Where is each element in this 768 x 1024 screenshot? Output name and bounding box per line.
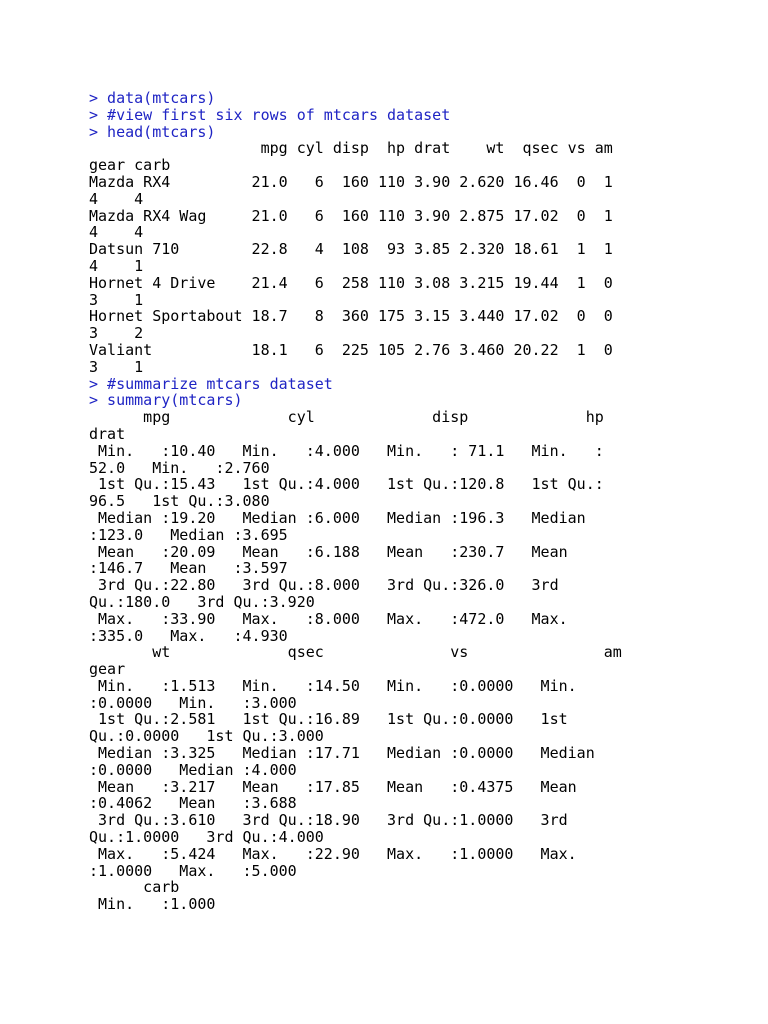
- console-output-line: Datsun 710 22.8 4 108 93 3.85 2.320 18.61 1 1: [89, 240, 613, 259]
- console-output-line: 4 4: [89, 189, 144, 208]
- console-output-line: Min. :1.513 Min. :14.50 Min. :0.0000 Min.: [89, 676, 577, 695]
- console-output-line: 3rd Qu.:3.610 3rd Qu.:18.90 3rd Qu.:1.0000 3rd: [89, 811, 568, 830]
- console-output-line: mpg cyl disp hp: [89, 408, 604, 427]
- console-command-line: > #summarize mtcars dataset: [89, 374, 333, 393]
- console-output-line: Mean :20.09 Mean :6.188 Mean :230.7 Mean: [89, 542, 568, 561]
- console-output-line: Median :3.325 Median :17.71 Median :0.0000 Median: [89, 744, 595, 763]
- console-output-line: Median :19.20 Median :6.000 Median :196.3 Median: [89, 508, 586, 527]
- console-output-line: :0.0000 Min. :3.000: [89, 693, 297, 712]
- console-output-line: drat: [89, 424, 126, 443]
- console-output-line: carb: [89, 878, 180, 897]
- console-output-line: :0.4062 Mean :3.688: [89, 794, 297, 813]
- console-output-line: 3 1: [89, 290, 144, 309]
- console-output-line: Valiant 18.1 6 225 105 2.76 3.460 20.22 1 0: [89, 340, 613, 359]
- console-output-line: 1st Qu.:15.43 1st Qu.:4.000 1st Qu.:120.8 1st Qu.:: [89, 475, 604, 494]
- console-output-line: Mean :3.217 Mean :17.85 Mean :0.4375 Mean: [89, 777, 577, 796]
- console-output-line: 4 4: [89, 223, 144, 242]
- console-output-line: 3rd Qu.:22.80 3rd Qu.:8.000 3rd Qu.:326.0 3rd: [89, 576, 559, 595]
- console-output-line: 52.0 Min. :2.760: [89, 458, 270, 477]
- console-output-line: Hornet 4 Drive 21.4 6 258 110 3.08 3.215 19.44 1 0: [89, 273, 613, 292]
- console-output-line: Mazda RX4 Wag 21.0 6 160 110 3.90 2.875 17.02 0 1: [89, 206, 613, 225]
- console-output-line: gear: [89, 660, 126, 679]
- console-output-line: 96.5 1st Qu.:3.080: [89, 492, 270, 511]
- console-output-line: 3 2: [89, 324, 144, 343]
- console-command-line: > summary(mtcars): [89, 391, 243, 410]
- console-output-line: :1.0000 Max. :5.000: [89, 861, 297, 880]
- console-output-line: :335.0 Max. :4.930: [89, 626, 288, 645]
- console-output-line: 3 1: [89, 357, 144, 376]
- r-console-output: [89, 90, 679, 913]
- console-output-line: 1st Qu.:2.581 1st Qu.:16.89 1st Qu.:0.0000 1st: [89, 710, 568, 729]
- console-command-line: > head(mtcars): [89, 122, 216, 141]
- console-output-line: Qu.:1.0000 3rd Qu.:4.000: [89, 828, 324, 847]
- console-output-line: wt qsec vs am: [89, 643, 622, 662]
- console-output-line: :0.0000 Median :4.000: [89, 760, 297, 779]
- console-output-line: Min. :1.000: [89, 895, 216, 914]
- console-output-line: :146.7 Mean :3.597: [89, 559, 288, 578]
- console-output-line: Max. :5.424 Max. :22.90 Max. :1.0000 Max.: [89, 844, 577, 863]
- console-output-line: 4 1: [89, 256, 144, 275]
- console-command-line: > data(mtcars): [89, 89, 216, 107]
- console-output-line: mpg cyl disp hp drat wt qsec vs am: [89, 139, 613, 158]
- console-output-line: Max. :33.90 Max. :8.000 Max. :472.0 Max.: [89, 609, 568, 628]
- console-output-line: Min. :10.40 Min. :4.000 Min. : 71.1 Min. :: [89, 441, 604, 460]
- console-command-line: > #view first six rows of mtcars dataset: [89, 105, 451, 124]
- console-output-line: gear carb: [89, 156, 171, 175]
- console-output-line: :123.0 Median :3.695: [89, 525, 288, 544]
- console-output-line: Hornet Sportabout 18.7 8 360 175 3.15 3.440 17.02 0 0: [89, 307, 613, 326]
- console-output-line: Mazda RX4 21.0 6 160 110 3.90 2.620 16.46 0 1: [89, 172, 613, 191]
- console-output-line: Qu.:180.0 3rd Qu.:3.920: [89, 592, 315, 611]
- console-output-line: Qu.:0.0000 1st Qu.:3.000: [89, 727, 324, 746]
